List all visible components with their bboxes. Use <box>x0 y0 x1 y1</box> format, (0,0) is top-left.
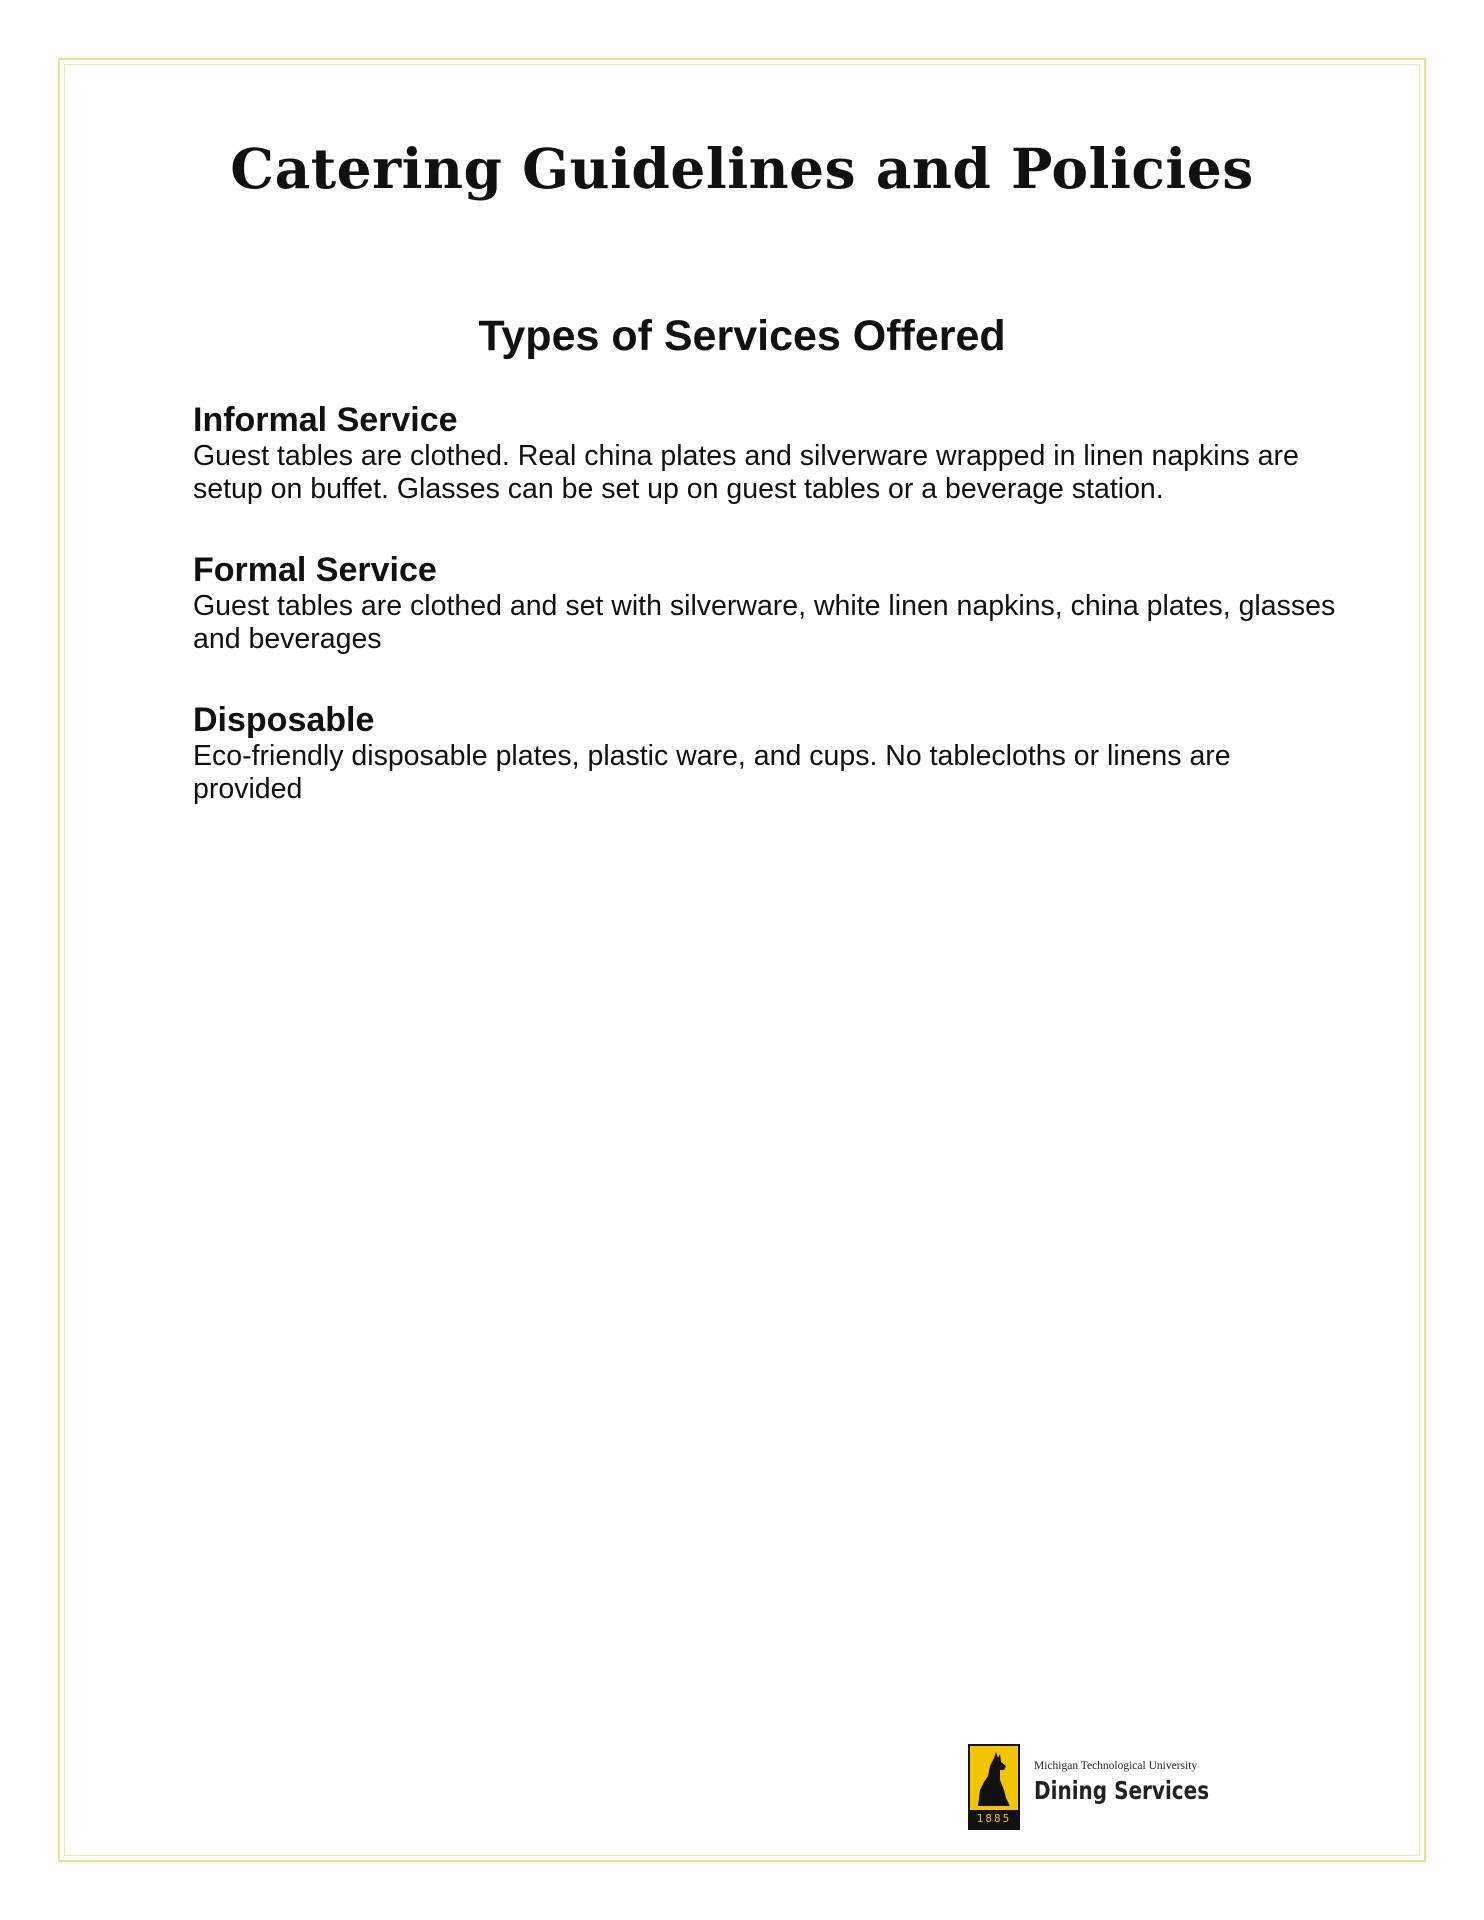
service-description: Guest tables are clothed and set with silverware, white linen napkins, china plates, glasses and beverages <box>193 590 1336 655</box>
document-title: Catering Guidelines and Policies <box>230 136 1254 201</box>
logo-year: 1885 <box>970 1810 1018 1828</box>
service-heading: Informal Service <box>193 401 458 439</box>
service-formal <box>193 550 1343 656</box>
services-list <box>193 400 1343 850</box>
husky-logo-icon <box>968 1744 1020 1830</box>
logo-department: Dining Services <box>1034 1776 1210 1805</box>
service-description: Eco-friendly disposable plates, plastic ware, and cups. No tablecloths or linens are provided <box>193 740 1231 805</box>
service-informal <box>193 400 1343 506</box>
service-disposable <box>193 700 1343 806</box>
service-heading: Disposable <box>193 701 375 739</box>
service-description: Guest tables are clothed. Real china plates and silverware wrapped in linen napkins are setup on buffet. Glasses can be set up on guest tables or a beverage station. <box>193 440 1299 505</box>
dining-services-logo <box>968 1744 1228 1830</box>
service-heading: Formal Service <box>193 551 437 589</box>
husky-silhouette-icon <box>970 1746 1018 1810</box>
logo-university: Michigan Technological University <box>1034 1760 1198 1772</box>
section-subtitle: Types of Services Offered <box>478 312 1006 360</box>
